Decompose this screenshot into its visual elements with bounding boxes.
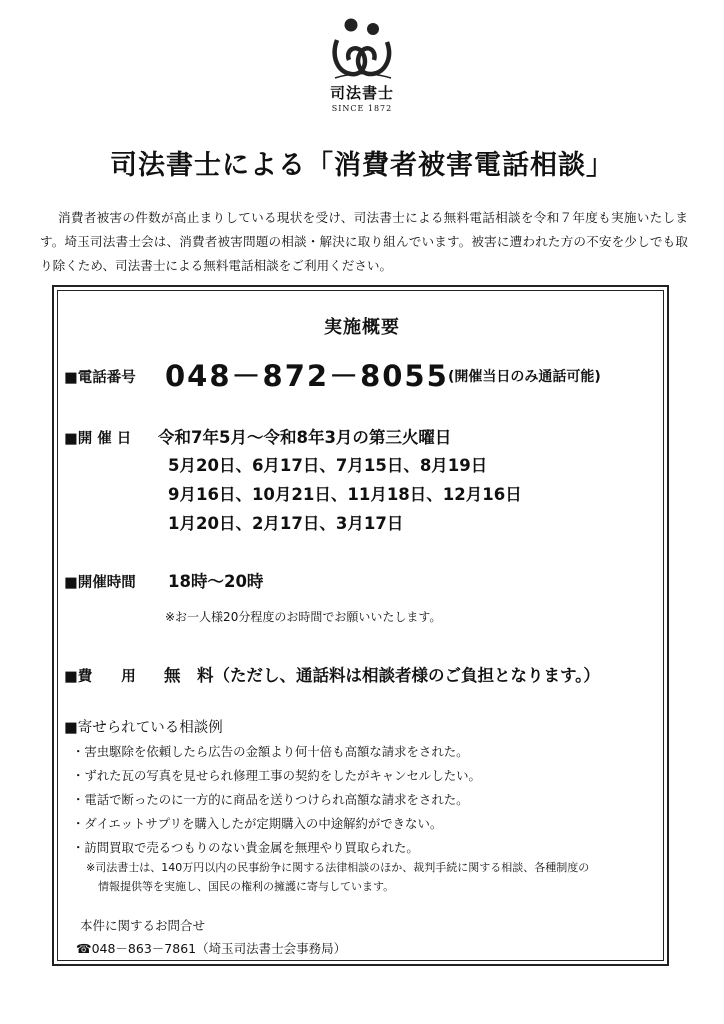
logo-since: SINCE 1872 (331, 104, 393, 113)
dates-line-3: 9月16日、10月21日、11月18日、12月16日 (168, 485, 522, 504)
dates-line-4: 1月20日、2月17日、3月17日 (168, 514, 404, 533)
phone-number: 048－872－8055 (165, 359, 449, 393)
phone-label: ■電話番号 (64, 370, 136, 386)
case-item: ・訪問買取で売るつもりのない貴金属を無理やり買取られた。 (72, 840, 419, 855)
time-value: 18時～20時 (168, 572, 264, 591)
cases-heading: ■寄せられている相談例 (64, 720, 223, 736)
contact-tel: ☎048－863－7861（埼玉司法書士会事務局） (76, 941, 347, 956)
case-item: ・ずれた瓦の写真を見せられ修理工事の契約をしたがキャンセルしたい。 (72, 768, 481, 783)
overview-heading: 実施概要 (324, 317, 400, 338)
intro-paragraph: 消費者被害の件数が高止まりしている現状を受け、司法書士による無料電話相談を令和７年度も実施いたします。埼玉司法書士会は、消費者被害問題の相談・解決に取り組んでいます。被害に遭われた方の不安を少しでも取り除くため、司法書士による無料電話相談をご利用ください。 (40, 210, 688, 273)
dates-label: ■開 催 日 (64, 431, 132, 447)
time-label: ■開催時間 (64, 575, 136, 591)
phone-note: (開催当日のみ通話可能) (448, 369, 601, 385)
logo-name: 司法書士 (329, 84, 394, 102)
case-item: ・電話で断ったのに一方的に商品を送りつけられ高額な請求をされた。 (72, 792, 469, 807)
fee-value: 無 料（ただし、通話料は相談者様のご負担となります。） (164, 666, 600, 685)
page-title: 司法書士による「消費者被害電話相談」 (110, 150, 614, 181)
logo-figures-icon (329, 16, 395, 80)
case-item: ・ダイエットサプリを購入したが定期購入の中途解約ができない。 (72, 816, 443, 831)
dates-line-1: 令和7年5月～令和8年3月の第三火曜日 (158, 428, 452, 447)
case-item: ・害虫駆除を依頼したら広告の金額より何十倍も高額な請求をされた。 (72, 744, 469, 759)
dates-line-2: 5月20日、6月17日、7月15日、8月19日 (168, 456, 488, 475)
time-note: ※お一人様20分程度のお時間でお願いいたします。 (165, 610, 442, 624)
fee-label: ■費 用 (64, 669, 136, 685)
logo (322, 16, 402, 136)
note-line-1: ※司法書士は、140万円以内の民事紛争に関する法律相談のほか、裁判手続に関する相談、各種制度の (86, 861, 590, 874)
note-line-2: 情報提供等を実施し、国民の権利の擁護に寄与しています。 (98, 880, 395, 893)
contact-label: 本件に関するお問合せ (80, 918, 206, 933)
